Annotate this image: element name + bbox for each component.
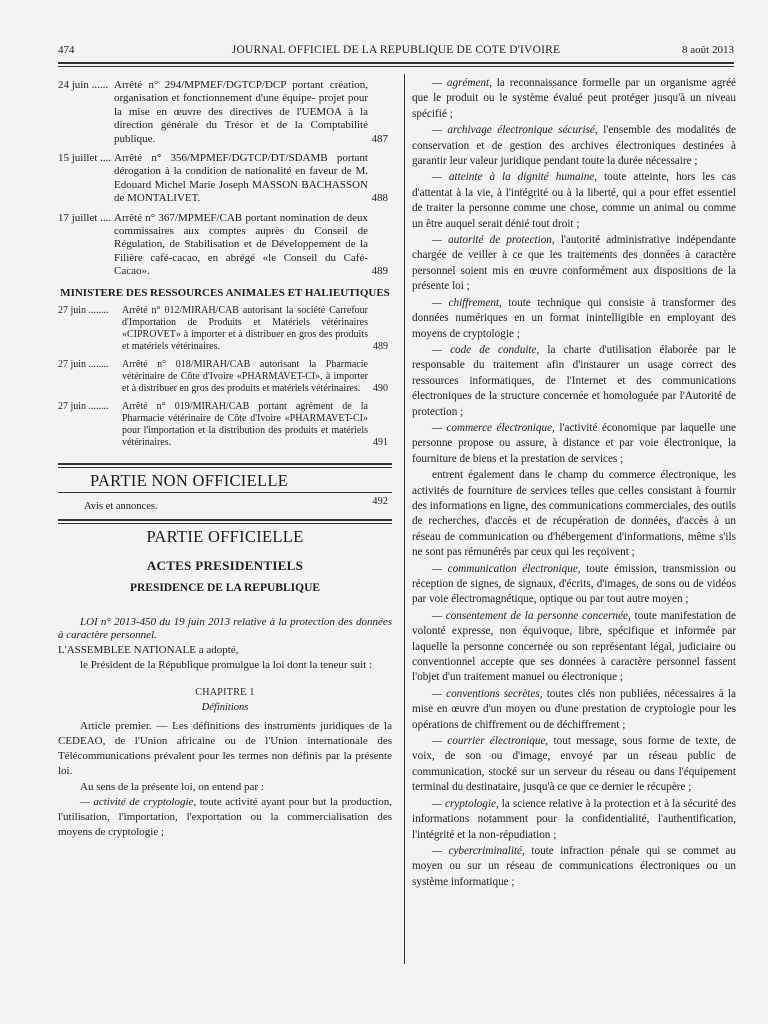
definition-text: toute manifestation de volonté expresse, non équivoque, libre, spécifique et informée par laquelle la personne concernée ou son représentant légal, judiciaire ou conventionnel accepte que ses données à caractère personnel fassent l'objet d'un traitement manuel ou électronique ; bbox=[412, 609, 736, 684]
au-sens-line: Au sens de la présente loi, on entend par : bbox=[80, 780, 264, 793]
definition-term: — agrément, bbox=[432, 77, 492, 89]
definition-term: — communication électronique, bbox=[432, 562, 581, 575]
definition-paragraph bbox=[412, 844, 736, 890]
entry-page: 491 bbox=[373, 437, 388, 449]
definition-paragraph bbox=[58, 795, 392, 841]
entry-date: 27 juin ........ bbox=[58, 359, 109, 371]
issue-date: 8 août 2013 bbox=[682, 44, 734, 56]
journal-title: JOURNAL OFFICIEL DE LA REPUBLIQUE DE COTE D'IVOIRE bbox=[231, 44, 561, 56]
entry-page: 488 bbox=[371, 192, 388, 205]
definition-text: la science relative à la protection et à la sécurité des informations notamment pour la confidentialité, l'authentification, l'intégrité et la non-répudiation ; bbox=[412, 797, 736, 841]
definition-text: l'activité économique par laquelle une personne propose ou assure, à distance et par voie électronique, la fourniture de biens et la prestation de services ; bbox=[412, 421, 736, 465]
entry-text: Arrêté n° 356/MPMEF/DGTCP/DT/SDAMB portant dérogation à la condition de nationalité en faveur de M. Edouard Michel Marie Joseph MASSON BACHASSON de MONTALIVET. bbox=[114, 152, 368, 205]
summary-entry bbox=[58, 401, 392, 449]
definition-paragraph bbox=[412, 797, 736, 843]
definition-term: — code de conduite, bbox=[432, 343, 540, 356]
article-premier: Article premier. — Les définitions des instruments juridiques de la CEDEAO, de l'Union africaine ou de l'Union internationale des Télécommunications prévalent pour les termes non définis par la présente loi. bbox=[58, 719, 392, 778]
definition-paragraph bbox=[412, 296, 736, 342]
loi-title: LOI n° 2013-450 du 19 juin 2013 relative à la protection des données à caractère personnel. bbox=[58, 615, 392, 642]
entry-text: Arrêté n° 018/MIRAH/CAB autorisant la Pharmacie vétérinaire de Côte d'Ivoire «PHARMAVET-CI», à importer et à distribuer en gros des produits et matériels vétérinaires. bbox=[122, 359, 368, 395]
definition-text: la charte d'utilisation élaborée par le responsable du traitement afin d'instaurer un usage correct des ressources informatiques, de l'Internet et des communications électroniques de la structure concernée et homologuée par l'Autorité de protection ; bbox=[412, 343, 736, 418]
definition-paragraph bbox=[412, 609, 736, 686]
actes-heading: ACTES PRESIDENTIELS bbox=[146, 558, 304, 573]
entry-date: 27 juin ........ bbox=[58, 305, 109, 317]
partie-officielle-band bbox=[58, 519, 392, 547]
page-header bbox=[58, 44, 734, 60]
entry-date: 24 juin ...... bbox=[58, 79, 109, 91]
summary-entry bbox=[58, 212, 392, 279]
definition-paragraph bbox=[412, 734, 736, 796]
partie-non-officielle-title: PARTIE NON OFFICIELLE bbox=[90, 471, 289, 491]
definition-text: toute infraction pénale qui se commet au moyen ou sur un réseau de communications électroniques ou un système informatique ; bbox=[412, 844, 736, 888]
summary-entry bbox=[58, 152, 392, 206]
section-rule bbox=[58, 492, 392, 493]
definition-text: toute activité ayant pour but la production, l'utilisation, l'importation, l'exportation ou la commercialisation des moyens de cryptologie ; bbox=[58, 795, 392, 839]
summary-entry bbox=[58, 359, 392, 395]
definition-text: entrent également dans le champ du commerce électronique, les activités de fourniture de services telles que celles consistant à fournir des informations en ligne, des communications commerciales, des outils de recherches, d'accès et de récupération de données, d'accès à un réseau de communication ou d'hébergement d'informations, même s'ils ne sont pas rémunérés par ceux qui les reçoivent ; bbox=[412, 469, 736, 559]
entry-page: 489 bbox=[373, 341, 388, 353]
definitions-heading: Définitions bbox=[201, 702, 249, 714]
entry-date: 15 juillet .... bbox=[58, 152, 112, 165]
presidence-heading: PRESIDENCE DE LA REPUBLIQUE bbox=[129, 582, 321, 595]
definition-text: toutes clés non publiées, nécessaires à la mise en œuvre d'un moyen ou d'une prestation de cryptologie pour les opérations de chiffrement ou de déchiffrement ; bbox=[412, 687, 736, 731]
definition-paragraph bbox=[412, 687, 736, 733]
definition-paragraph bbox=[412, 170, 736, 232]
definition-text: la reconnaissance formelle par un organisme agréé que le produit ou le système évalué peut protéger jusqu'à un niveau spécifié ; bbox=[412, 77, 737, 120]
entry-text: Arrêté n° 019/MIRAH/CAB portant agrément de la Pharmacie vétérinaire de Côte d'Ivoire «PHARMAVET-CI» pour l'importation et la distribution des produits et matériels vétérinaires. bbox=[122, 401, 368, 449]
summary-entry bbox=[58, 305, 392, 353]
definition-term: — atteinte à la dignité humaine, bbox=[432, 171, 598, 184]
left-column bbox=[58, 79, 392, 840]
promulgation-line: le Président de la République promulgue la loi dont la teneur suit : bbox=[80, 658, 373, 671]
definition-term: — consentement de la personne concernée, bbox=[432, 609, 631, 622]
definition-term: — activité de cryptologie, bbox=[80, 795, 197, 808]
definition-text: toute émission, transmission ou réception de signes, de signaux, d'écrits, d'images, de sons ou de vidéos par voie électromagnétique, optique ou par tout autre moyen ; bbox=[412, 562, 736, 606]
definition-term: — courrier électronique, bbox=[432, 735, 549, 748]
column-divider bbox=[404, 74, 405, 964]
entry-page: 490 bbox=[373, 383, 388, 395]
entry-page: 487 bbox=[371, 132, 388, 145]
entry-text: Arrêté n° 012/MIRAH/CAB autorisant la société Carrefour d'Importation de Produits et Matériels vétérinaires «CIPROVET» à importer et à distribuer en gros des produits et matériels vétérinaires. bbox=[122, 305, 368, 353]
avis-label: Avis et annonces. bbox=[84, 500, 158, 512]
entry-text: Arrêté n° 294/MPMEF/DGTCP/DCP portant création, organisation et fonctionnement d'une équipe- projet pour la mise en œuvre des directives de l'UEMOA à la direction générale du Trésor et de la Comptabilité publique. bbox=[114, 79, 368, 145]
definition-term: — conventions secrètes, bbox=[432, 687, 543, 700]
summary-entry bbox=[58, 79, 392, 146]
partie-officielle-title: PARTIE OFFICIELLE bbox=[146, 526, 304, 546]
definition-text: tout message, sous forme de texte, de voix, de son ou d'image, envoyé par un réseau public de communication, stocké sur un serveur du réseau ou dans l'équipement terminal du destinataire, jusqu'à ce que ce dernier le récupère ; bbox=[412, 735, 736, 794]
avis-page: 492 bbox=[372, 495, 388, 507]
definition-paragraph bbox=[412, 468, 736, 560]
entry-text: Arrêté n° 367/MPMEF/CAB portant nomination de deux commissaires aux comptes auprès du Conseil de Régulation, de Stabilisation et de Développement de la Filière café-cacao, en abrégé «le Conseil du Café-Cacao». bbox=[114, 211, 368, 278]
definition-term: — cryptologie, bbox=[432, 797, 499, 810]
definition-paragraph bbox=[412, 123, 736, 169]
definition-term: — chiffrement, bbox=[432, 296, 502, 309]
definition-text: l'ensemble des modalités de conservation et de gestion des archives électroniques destinées à garantir leur valeur juridique pendant toute la durée nécessaire ; bbox=[412, 124, 737, 168]
entry-date: 27 juin ........ bbox=[58, 401, 109, 413]
assemblee-line: L'ASSEMBLEE NATIONALE a adopté, bbox=[58, 643, 239, 656]
definition-term: — cybercriminalité, bbox=[432, 844, 525, 857]
chapter-heading: CHAPITRE 1 bbox=[195, 687, 255, 699]
definition-text: l'autorité administrative indépendante chargée de veiller à ce que les traitements des données à caractère personnel soient mis en œuvre conformément aux dispositions de la présente loi ; bbox=[412, 234, 736, 293]
entry-date: 17 juillet .... bbox=[58, 211, 112, 224]
avis-entry bbox=[58, 495, 392, 513]
right-column bbox=[412, 76, 736, 891]
definition-term: — autorité de protection, bbox=[432, 234, 555, 247]
ministry-heading: MINISTERE DES RESSOURCES ANIMALES ET HALIEUTIQUES bbox=[60, 286, 390, 299]
header-rule-thin bbox=[58, 66, 734, 67]
definition-term: — commerce électronique, bbox=[432, 421, 555, 434]
entry-page: 489 bbox=[371, 265, 388, 278]
definition-paragraph bbox=[412, 343, 736, 420]
definition-text: toute technique qui consiste à transformer des données numériques en un format inintelligible en employant des moyens de cryptologie ; bbox=[412, 296, 736, 340]
definition-paragraph bbox=[412, 76, 736, 122]
definition-paragraph bbox=[412, 421, 736, 467]
page-number: 474 bbox=[58, 44, 75, 56]
definition-text: toute atteinte, hors les cas d'attentat à la vie, à l'intégrité ou à la liberté, qui a pour effet essentiel de traiter la personne comme une chose, comme un animal ou comme un être auquel serait dénié tout droit ; bbox=[412, 171, 736, 230]
partie-non-officielle-band bbox=[58, 463, 392, 492]
header-rule bbox=[58, 62, 734, 64]
definition-paragraph bbox=[412, 562, 736, 608]
definition-term: — archivage électronique sécurisé, bbox=[432, 124, 598, 137]
definition-paragraph bbox=[412, 233, 736, 295]
